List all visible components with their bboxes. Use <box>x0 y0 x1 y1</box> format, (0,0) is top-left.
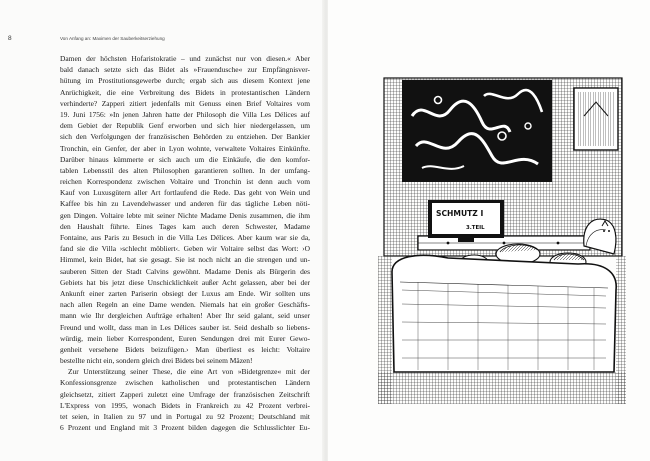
text-line: reichen Korrespondenz zwischen Voltaire und Tronchin ist denn auch vom <box>60 177 310 187</box>
tv-sign-subtitle: 3.TEIL <box>466 225 485 231</box>
text-line: Damen der höchsten Hofaristokratie – und zunächst nur von diesen.« Aber <box>60 54 310 63</box>
text-line: würdig, mein lieber Korrespondent, Euren Sendungen drei mit Eurer Gewo- <box>60 333 310 343</box>
text-line: Zur Unterstützung seiner These, die eine Art von »Bidetgrenze« mit der <box>68 367 310 377</box>
television <box>428 200 504 242</box>
text-line: L'Express von 1995, wonach Bidets in Frankreich zu 42 Prozent verbrei- <box>60 400 310 410</box>
text-line: Darüber hinaus kümmerte er sich auch um die Einkäufe, die den komfor- <box>60 154 310 164</box>
text-line: gen Dingen. Voltaire lebte mit seiner Nichte Madame Denis zusammen, die ihm <box>60 210 310 220</box>
text-line: 19. Juni 1756: »In jenen Jahren hatte der Philosoph die Villa Les Délices auf <box>60 109 310 119</box>
window <box>574 88 618 150</box>
text-line: nach allen Regeln an eine Dame wenden. Niemals hat ein großer Geschäfts- <box>60 300 310 310</box>
text-line: Kaffee bis hin zu Lavendelwasser und anderen für das tägliche Leben nöti- <box>60 199 310 209</box>
text-line: dem Gebiet der Republik Genf erworben und sich hier niedergelassen, um <box>60 121 310 131</box>
text-line: bestellte nicht ein, sondern gleich drei Bidets bei seinem Mäzen! <box>60 356 253 366</box>
body-text <box>60 53 310 433</box>
text-line: 6 Prozent und England mit 3 Prozent bilden dagegen die Schlusslichter Eu- <box>60 423 310 433</box>
cartoon-illustration <box>378 76 626 406</box>
text-line: Himmel, kein Bidet, hat sie gesagt. Sie ist noch nicht an die strengen und un- <box>60 255 310 265</box>
text-line: Freund und wollt, dass man in Les Délices sauber ist. Seid deshalb so liebens- <box>60 322 310 332</box>
text-line: den Haushalt führte. Eines Tages kam auch deren Schwester, Madame <box>60 221 310 231</box>
wall-painting <box>402 80 552 182</box>
text-line: genheit versehene Bidets beizufügen.› Man überliest es leicht: Voltaire <box>60 344 310 354</box>
text-line: fand sie die Villa ›schlecht möbliert‹. Geben wir Voltaire selbst das Wort: ›O <box>60 244 310 254</box>
sofa <box>392 255 616 372</box>
text-line: verhinderte? Zapperi zitiert jedenfalls mit Genuss einen Brief Voltaires vom <box>60 98 310 108</box>
text-line: Konfessionsgrenze zwischen katholischen und protestantischen Ländern <box>60 378 310 388</box>
text-line: bald danach setzte sich das Bidet als »Frauendusche« zur Empfängnisver- <box>60 65 310 75</box>
text-line: tet seien, in Italien zu 97 und in Portugal zu 92 Prozent; Deutschland mit <box>60 412 310 421</box>
text-line: sauberen Sitten der Stadt Calvins gewöhnt. Madame Denis als Bürgerin des <box>60 266 310 276</box>
tv-sign-title: SCHMUTZ I <box>436 209 484 218</box>
page-number: 8 <box>8 35 12 42</box>
text-line: Tronchin, ein Genfer, der aber in Lyon wohnte, verwaltete Voltaires Einkünfte. <box>60 143 310 153</box>
text-line: sich den Verfolgungen der französischen Behörden zu entziehen. Der Bankier <box>60 132 310 142</box>
text-line: Ankunft einer zarten Pariserin obsiegt der Luxus am Ende. Wir sollten uns <box>60 288 310 298</box>
text-line: Kauf von Luxusgütern aller Art fortlaufend die Rede. Das geht von Wein und <box>60 188 310 198</box>
running-head: Von Anfang an: Maximen der Sauberkeitserziehung <box>60 36 165 41</box>
text-line: Anrüchigkeit, die eine Verbreitung des Bidets in protestantischen Ländern <box>60 87 310 97</box>
text-line: mann wie Ihr dergleichen Aufträge erhalten! Aber Ihr seid galant, seid unser <box>60 311 310 321</box>
text-line: Gebiets hat bis jetzt diese Unschicklichkeit außer Acht gelassen, aber bei der <box>60 277 310 287</box>
text-line: hütung im Prostitutionsgewerbe durch; ergab sich aus diesem Kontext jene <box>60 76 310 86</box>
text-line: tablen Lebensstil des alten Philosophen garantieren sollten. In der umfang- <box>60 165 310 175</box>
text-line: Fontaine, aus Paris zu Besuch in die Villa Les Délices. Aber kaum war sie da, <box>60 233 310 242</box>
text-line: gleichsetzt, zitiert Zapperi zuletzt eine Umfrage der französischen Zeitschrift <box>60 389 310 399</box>
